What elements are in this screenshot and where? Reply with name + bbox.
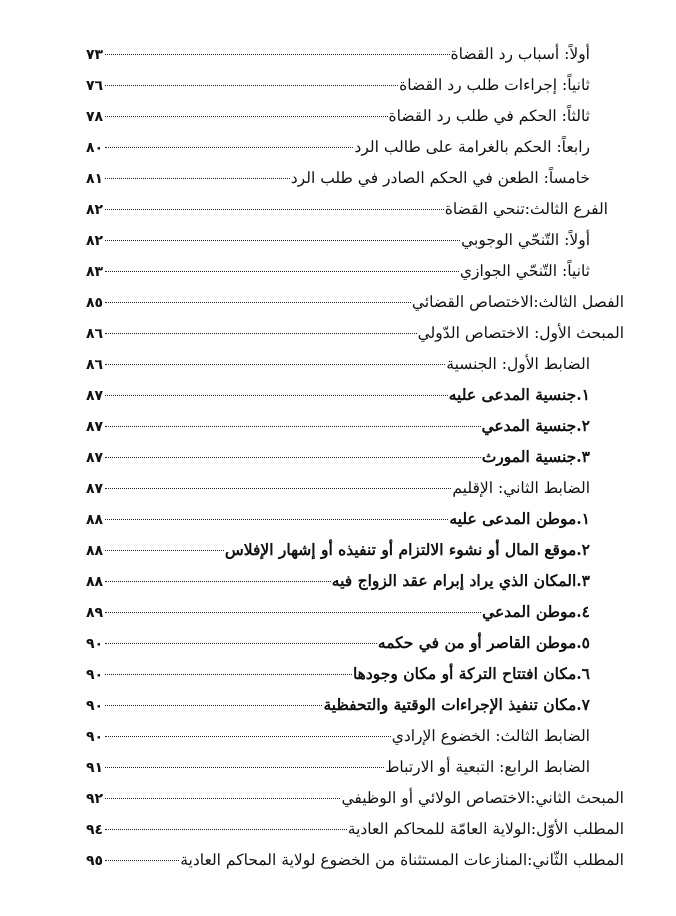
toc-entry-page: ٨٧: [86, 388, 104, 404]
toc-entry-page: ٨٨: [86, 512, 104, 528]
dot-leader: [105, 860, 179, 861]
toc-entry[interactable]: [86, 846, 624, 874]
toc-entry-label: ثالثاً: الحكم في طلب رد القضاة: [388, 107, 590, 125]
toc-entry-page: ٩٥: [86, 853, 104, 869]
toc-entry-label: المبحث الأول: الاختصاص الدّولي: [417, 324, 624, 342]
toc-entry[interactable]: [86, 319, 624, 347]
dot-leader: [105, 705, 322, 706]
toc-entry[interactable]: [86, 257, 590, 285]
toc-entry[interactable]: [86, 71, 590, 99]
dot-leader: [105, 54, 450, 55]
toc-entry-label: ٤.موطن المدعي: [482, 602, 590, 621]
dot-leader: [105, 178, 290, 179]
toc-entry-label: الضابط الثاني: الإقليم: [452, 479, 590, 497]
dot-leader: [105, 488, 451, 489]
toc-entry[interactable]: [86, 691, 590, 719]
toc-entry-page: ٩١: [86, 760, 104, 776]
toc-entry[interactable]: [86, 226, 590, 254]
toc-entry-page: ٨٧: [86, 481, 104, 497]
dot-leader: [105, 364, 445, 365]
toc-entry-page: ٨٨: [86, 574, 104, 590]
toc-entry-label: أولاً: التّنحّي الوجوبي: [461, 231, 590, 249]
toc-entry-page: ٨١: [86, 171, 104, 187]
dot-leader: [105, 333, 417, 334]
toc-entry-label: ثانياً: إجراءات طلب رد القضاة: [399, 76, 590, 94]
toc-entry[interactable]: [86, 753, 590, 781]
toc-entry-page: ٨٦: [86, 326, 104, 342]
dot-leader: [105, 271, 459, 272]
toc-entry-label: الفرع الثالث:تنحي القضاة: [444, 200, 608, 218]
toc-entry-label: ١.جنسية المدعى عليه: [448, 385, 590, 404]
dot-leader: [105, 395, 448, 396]
toc-entry[interactable]: [86, 412, 590, 440]
toc-entry[interactable]: [86, 536, 590, 564]
dot-leader: [105, 829, 347, 830]
dot-leader: [105, 643, 377, 644]
toc-entry-label: الفصل الثالث:الاختصاص القضائي: [411, 293, 624, 311]
toc-entry-label: ٦.مكان افتتاح التركة أو مكان وجودها: [352, 664, 590, 683]
toc-entry-label: ٢.موقع المال أو نشوء الالتزام أو تنفيذه أو إشهار الإفلاس: [224, 540, 590, 559]
toc-entry-label: ٢.جنسية المدعي: [481, 416, 590, 435]
toc-entry[interactable]: [86, 567, 590, 595]
toc-entry-page: ٨٥: [86, 295, 104, 311]
dot-leader: [105, 519, 448, 520]
toc-entry-label: خامساً: الطعن في الحكم الصادر في طلب الرد: [290, 169, 590, 187]
toc-entry[interactable]: [86, 381, 590, 409]
toc-entry[interactable]: [86, 40, 590, 68]
toc-entry-label: ٣.المكان الذي يراد إبرام عقد الزواج فيه: [331, 571, 590, 590]
toc-entry-label: المطلب الثّاني:المنازعات المستثناة من الخضوع لولاية المحاكم العادية: [180, 851, 624, 869]
toc-entry-label: ٥.موطن القاصر أو من في حكمه: [377, 633, 590, 652]
toc-entry-page: ٩٢: [86, 791, 104, 807]
dot-leader: [105, 209, 444, 210]
dot-leader: [105, 736, 391, 737]
toc-entry[interactable]: [86, 598, 590, 626]
toc-entry-page: ٩٤: [86, 822, 104, 838]
dot-leader: [105, 612, 481, 613]
toc-entry[interactable]: [86, 350, 590, 378]
toc-entry-label: الضابط الرابع: التبعية أو الارتباط: [385, 758, 590, 776]
toc-entry[interactable]: [86, 195, 608, 223]
toc-entry-page: ٨٢: [86, 202, 104, 218]
toc-entry-label: ٣.جنسية المورث: [481, 447, 590, 466]
toc-entry-page: ٨٦: [86, 357, 104, 373]
dot-leader: [105, 426, 481, 427]
toc-entry[interactable]: [86, 505, 590, 533]
toc-entry[interactable]: [86, 164, 590, 192]
dot-leader: [105, 457, 481, 458]
toc-entry-label: الضابط الثالث: الخضوع الإرادي: [391, 727, 590, 745]
toc-entry-page: ٩٠: [86, 698, 104, 714]
toc-entry-page: ٩٠: [86, 667, 104, 683]
toc-entry-page: ٨٧: [86, 419, 104, 435]
dot-leader: [105, 767, 384, 768]
dot-leader: [105, 85, 398, 86]
toc-entry[interactable]: [86, 288, 624, 316]
toc-entry-page: ٩٠: [86, 729, 104, 745]
toc-entry-label: المطلب الأوّل:الولاية العامّة للمحاكم العادية: [347, 820, 624, 838]
toc-entry-page: ٧٣: [86, 47, 104, 63]
toc-entry-page: ٩٠: [86, 636, 104, 652]
dot-leader: [105, 147, 353, 148]
dot-leader: [105, 240, 460, 241]
toc-entry-label: رابعاً: الحكم بالغرامة على طالب الرد: [354, 138, 590, 156]
toc-entry-page: ٨٨: [86, 543, 104, 559]
toc-entry-label: أولاً: أسباب رد القضاة: [450, 45, 590, 63]
toc-entry[interactable]: [86, 722, 590, 750]
toc-entry-page: ٧٦: [86, 78, 104, 94]
toc-entry[interactable]: [86, 443, 590, 471]
toc-entry[interactable]: [86, 660, 590, 688]
toc-entry[interactable]: [86, 629, 590, 657]
toc-entry[interactable]: [86, 784, 624, 812]
dot-leader: [105, 798, 340, 799]
toc-entry-label: ثانياً: التّنحّي الجوازي: [459, 262, 590, 280]
toc-entry-page: ٨٧: [86, 450, 104, 466]
dot-leader: [105, 581, 331, 582]
dot-leader: [105, 302, 411, 303]
toc-entry[interactable]: [86, 133, 590, 161]
dot-leader: [105, 116, 388, 117]
toc-entry-page: ٨٠: [86, 140, 104, 156]
toc-entry-page: ٨٢: [86, 233, 104, 249]
toc-entry-page: ٨٣: [86, 264, 104, 280]
toc-entry-label: ٧.مكان تنفيذ الإجراءات الوقتية والتحفظية: [323, 695, 590, 714]
toc-entry-label: ١.موطن المدعى عليه: [449, 509, 590, 528]
toc-entry[interactable]: [86, 102, 590, 130]
toc-entry-label: المبحث الثاني:الاختصاص الولائي أو الوظيفي: [341, 789, 624, 807]
toc-entry-page: ٧٨: [86, 109, 104, 125]
dot-leader: [105, 550, 224, 551]
toc-entry-page: ٨٩: [86, 605, 104, 621]
dot-leader: [105, 674, 352, 675]
toc-entry-label: الضابط الأول: الجنسية: [446, 355, 590, 373]
toc-entry[interactable]: [86, 815, 624, 843]
toc-entry[interactable]: [86, 474, 590, 502]
